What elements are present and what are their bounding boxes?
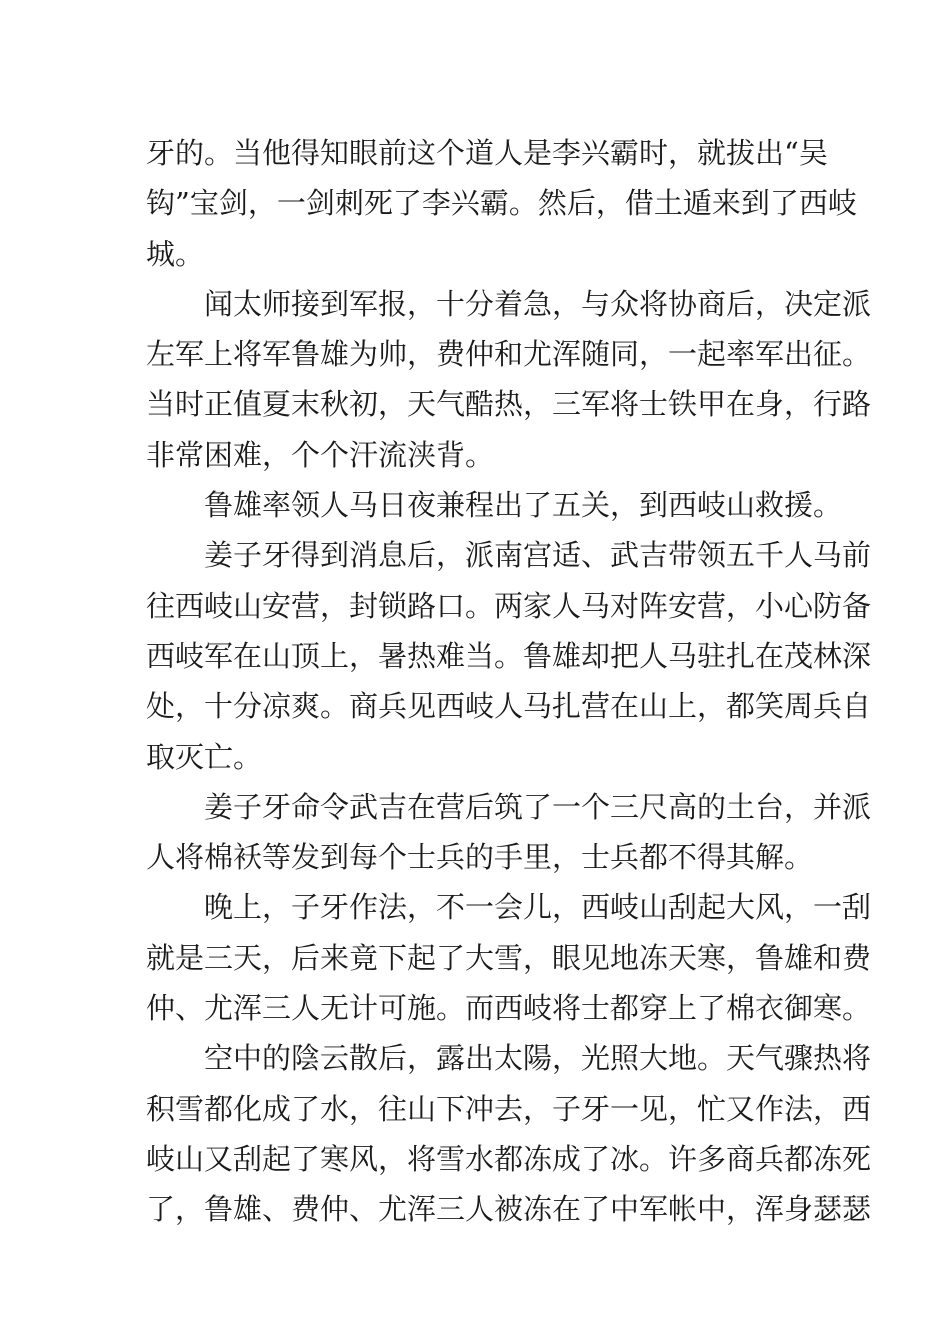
text-line: 取灭亡。: [146, 739, 263, 774]
text-line: 当时正值夏末秋初，天气酷热，三军将士铁甲在身，行路: [146, 387, 872, 422]
text-line: 处，十分凉爽。商兵见西岐人马扎营在山上，都笑周兵自: [146, 689, 872, 724]
paragraph-first-line: 鲁雄率领人马日夜兼程出了五关，到西岐山救援。: [204, 488, 843, 523]
text-line: 岐山又刮起了寒风，将雪水都冻成了冰。许多商兵都冻死: [146, 1141, 872, 1176]
paragraph-first-line: 闻太师接到军报，十分着急，与众将协商后，决定派: [204, 286, 872, 321]
paragraph-first-line: 空中的陰云散后，露出太陽，光照大地。天气骤热将: [204, 1041, 872, 1076]
text-line: 西岐军在山顶上，暑热难当。鲁雄却把人马驻扎在茂林深: [146, 638, 872, 673]
text-line: 城。: [146, 236, 205, 271]
paragraph-first-line: 晚上，子牙作法，不一会儿，西岐山刮起大风，一刮: [204, 890, 872, 925]
text-line: 就是三天，后来竟下起了大雪，眼见地冻天寒，鲁雄和费: [146, 940, 872, 975]
paragraph-first-line: 姜子牙得到消息后，派南宫适、武吉带领五千人马前: [204, 538, 872, 573]
text-line: 了，鲁雄、费仲、尤浑三人被冻在了中军帐中，浑身瑟瑟: [146, 1192, 872, 1227]
text-line: 牙的。当他得知眼前这个道人是李兴霸时，就拔出“吴: [146, 136, 828, 170]
text-line: 往西岐山安营，封锁路口。两家人马对阵安营，小心防备: [146, 588, 872, 623]
text-line: 非常困难，个个汗流浃背。: [146, 437, 495, 472]
text-line: 人将棉袄等发到每个士兵的手里，士兵都不得其解。: [146, 840, 814, 875]
text-line: 积雪都化成了水，往山下冲去，子牙一见，忙又作法，西: [146, 1091, 872, 1126]
text-line: 仲、尤浑三人无计可施。而西岐将士都穿上了棉衣御寒。: [146, 991, 872, 1026]
story-text: [146, 128, 872, 1235]
text-line: 左军上将军鲁雄为帅，费仲和尤浑随同，一起率军出征。: [146, 337, 872, 372]
paragraph-first-line: 姜子牙命令武吉在营后筑了一个三尺高的土台，并派: [204, 789, 872, 824]
text-line: 钩”宝剑，一剑刺死了李兴霸。然后，借土遁来到了西岐: [146, 186, 857, 221]
